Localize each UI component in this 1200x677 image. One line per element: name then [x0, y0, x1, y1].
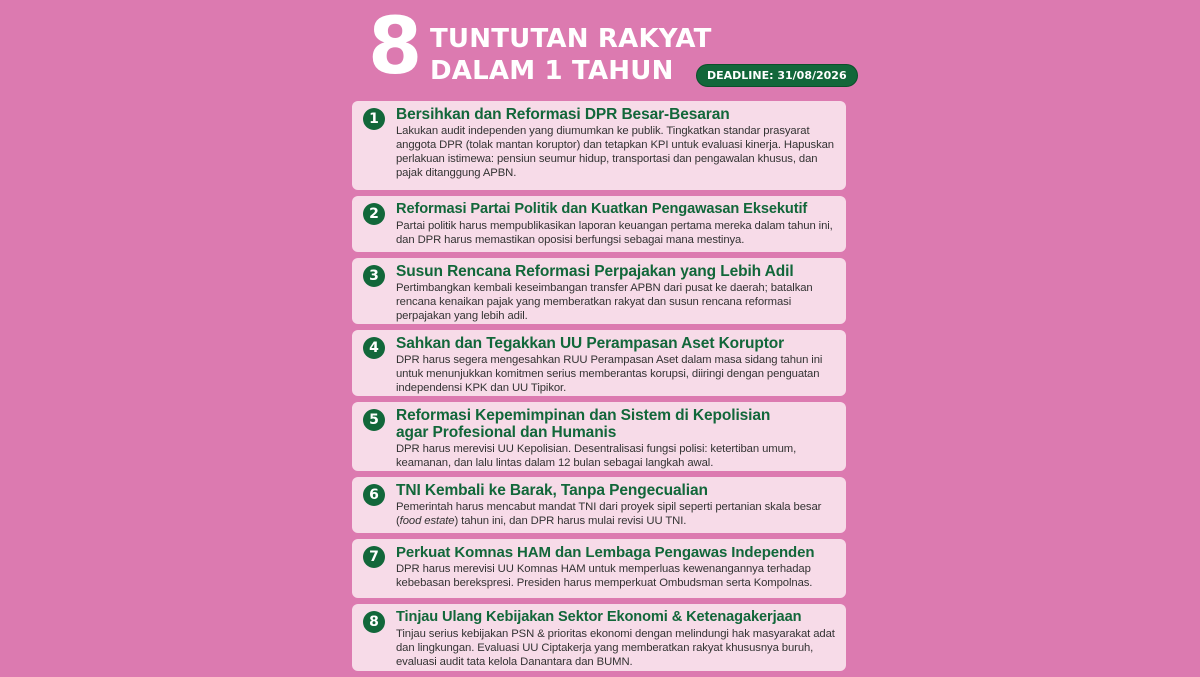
demand-title: TNI Kembali ke Barak, Tanpa Pengecualian	[396, 482, 708, 499]
number-badge: 4	[363, 337, 385, 359]
number-badge: 8	[363, 611, 385, 633]
header	[366, 2, 847, 94]
demand-title: Sahkan dan Tegakkan UU Perampasan Aset Koruptor	[396, 335, 785, 352]
demand-title-line1: Reformasi Kepemimpinan dan Sistem di Kepolisian	[396, 407, 771, 424]
demand-title: Bersihkan dan Reformasi DPR Besar-Besaran	[396, 106, 730, 123]
demand-title-line2: agar Profesional dan Humanis	[396, 424, 617, 441]
number-badge: 2	[363, 203, 385, 225]
demands-list	[352, 101, 846, 677]
number-badge: 6	[363, 484, 385, 506]
header-title-line1: TUNTUTAN RAKYAT	[430, 24, 712, 54]
demand-card-8	[352, 604, 846, 671]
demand-card-4	[352, 330, 846, 396]
demand-title: Reformasi Partai Politik dan Kuatkan Pengawasan Eksekutif	[396, 201, 808, 217]
number-badge: 1	[363, 108, 385, 130]
demand-card-2	[352, 196, 846, 252]
number-badge: 3	[363, 265, 385, 287]
body-text-end: ) tahun ini, dan DPR harus mulai revisi UU TNI.	[454, 515, 687, 527]
demand-title: Tinjau Ulang Kebijakan Sektor Ekonomi & Ketenagakerjaan	[396, 609, 802, 625]
number-badge: 5	[363, 409, 385, 431]
demand-body: DPR harus merevisi UU Kepolisian. Desentralisasi fungsi polisi: ketertiban umum, keamanan, dan lalu lintas dalam 12 bulan sebagai langkah awal.	[396, 443, 797, 469]
header-number: 8	[368, 2, 423, 92]
demand-card-5	[352, 402, 846, 471]
demand-card-7	[352, 539, 846, 598]
demand-body: DPR harus merevisi UU Komnas HAM untuk memperluas kewenangannya terhadap kebebasan berekspresi. Presiden harus memperkuat Ombudsman serta Kompolnas.	[396, 563, 813, 589]
demand-card-6	[352, 477, 846, 533]
demand-title: Susun Rencana Reformasi Perpajakan yang Lebih Adil	[396, 263, 794, 280]
deadline-badge: DEADLINE: 31/08/2026	[696, 64, 858, 87]
body-text: Pemerintah harus mencabut mandat TNI dari proyek sipil seperti pertanian skala besar (	[396, 501, 822, 527]
demand-body: Tinjau serius kebijakan PSN & prioritas ekonomi dengan melindungi hak masyarakat adat dan lingkungan. Evaluasi UU Ciptakerja yang memberatkan rakyat khususnya buruh, evaluasi audit tata kelola Danantara dan BUMN.	[396, 628, 835, 668]
demand-body: Pertimbangkan kembali keseimbangan transfer APBN dari pusat ke daerah; batalkan rencana kenaikan pajak yang memberatkan rakyat dan susun rencana reformasi perpajakan yang lebih adil.	[396, 282, 813, 322]
demand-title: Perkuat Komnas HAM dan Lembaga Pengawas Independen	[396, 544, 815, 561]
number-badge: 7	[363, 546, 385, 568]
body-italic-text: food estate	[399, 515, 455, 527]
demand-body: Lakukan audit independen yang diumumkan ke publik. Tingkatkan standar prasyarat anggota DPR (tolak mantan koruptor) dan tetapkan KPI untuk evaluasi kinerja. Hapuskan perlakuan istimewa: pensiun seumur hidup, transportasi dan pengawalan khusus, dan pajak ditanggung APBN.	[396, 125, 834, 179]
demand-body: Partai politik harus mempublikasikan laporan keuangan pertama mereka dalam tahun ini, dan DPR harus memastikan oposisi berfungsi sebagai mana mestinya.	[396, 220, 833, 246]
header-title-line2: DALAM 1 TAHUN	[430, 56, 674, 86]
demand-card-3	[352, 258, 846, 324]
demand-body: DPR harus segera mengesahkan RUU Perampasan Aset dalam masa sidang tahun ini untuk menunjukkan komitmen serius memberantas korupsi, diiringi dengan penguatan independensi KPK dan UU Tipikor.	[396, 354, 823, 394]
demand-card-1	[352, 101, 846, 190]
demand-body	[396, 500, 836, 528]
